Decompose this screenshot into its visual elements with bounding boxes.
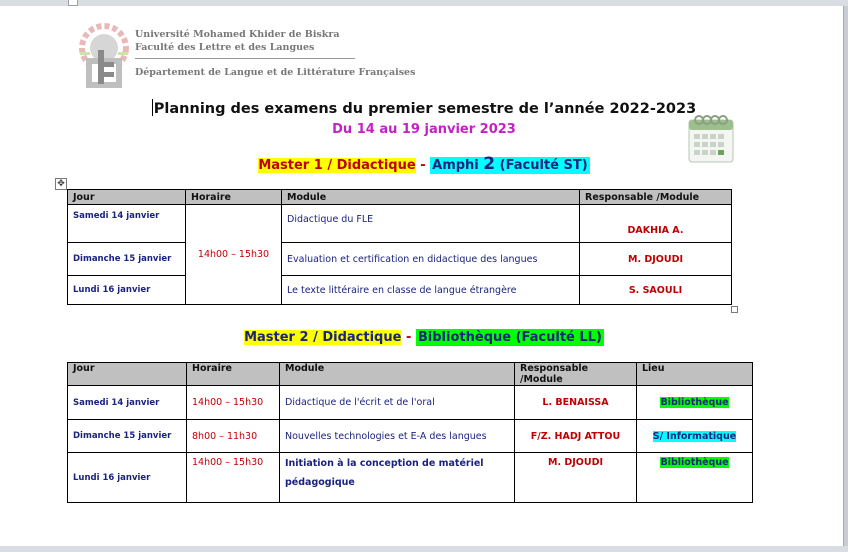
col-header-jour: Jour bbox=[68, 363, 187, 386]
col-header-responsable: Responsable /Module bbox=[580, 190, 732, 205]
table-row bbox=[68, 205, 732, 243]
col-header-horaire: Horaire bbox=[186, 190, 282, 205]
master1-table bbox=[67, 189, 732, 305]
university-logo bbox=[78, 22, 130, 92]
title-text: Planning des examens du premier semestre de l’année 2022-2023 bbox=[153, 101, 697, 117]
responsable-cell: DAKHIA A. bbox=[580, 205, 732, 243]
section1-room-number: 2 bbox=[483, 154, 496, 174]
module-cell: Didactique de l'écrit et de l'oral bbox=[280, 386, 515, 420]
col-header-jour: Jour bbox=[68, 190, 186, 205]
col-header-responsable: Responsable /Module bbox=[515, 363, 637, 386]
status-strip bbox=[0, 546, 848, 552]
col-header-module: Module bbox=[282, 190, 580, 205]
day-cell: Samedi 14 janvier bbox=[68, 386, 187, 420]
table-row bbox=[68, 420, 753, 453]
lieu-badge: Bibliothèque bbox=[660, 457, 729, 468]
text-cursor bbox=[152, 99, 153, 116]
header-divider bbox=[135, 58, 355, 59]
master2-table bbox=[67, 362, 753, 503]
table-row bbox=[68, 386, 753, 420]
section1-room-prefix: Amphi bbox=[432, 158, 484, 173]
time-cell: 8h00 – 11h30 bbox=[187, 420, 280, 453]
section2-separator: - bbox=[405, 330, 412, 345]
day-cell: Lundi 16 janvier bbox=[68, 276, 186, 305]
department-name: Département de Langue et de Littérature Françaises bbox=[135, 67, 416, 78]
table-row bbox=[68, 276, 732, 305]
col-header-lieu: Lieu bbox=[637, 363, 753, 386]
time-cell: 14h00 – 15h30 bbox=[187, 453, 280, 503]
lieu-badge: Bibliothèque bbox=[660, 397, 729, 408]
university-name: Université Mohamed Khider de Biskra bbox=[135, 29, 340, 40]
section1-separator: - bbox=[420, 158, 426, 173]
time-cell: 14h00 – 15h30 bbox=[186, 205, 282, 305]
responsable-cell: M. DJOUDI bbox=[580, 243, 732, 276]
faculty-name: Faculté des Lettre et des Langues bbox=[135, 42, 315, 53]
table-move-handle[interactable]: ✥ bbox=[55, 178, 67, 190]
lieu-cell bbox=[637, 386, 753, 420]
lieu-cell bbox=[637, 453, 753, 503]
time-cell: 14h00 – 15h30 bbox=[187, 386, 280, 420]
section1-heading bbox=[0, 154, 848, 174]
section2-room: Bibliothèque (Faculté LL) bbox=[417, 330, 602, 345]
university-header bbox=[135, 28, 340, 54]
section2-level: Master 2 / Didactique bbox=[244, 330, 402, 345]
module-cell: Evaluation et certification en didactique des langues bbox=[282, 243, 580, 276]
date-range: Du 14 au 19 janvier 2023 bbox=[332, 122, 516, 137]
lieu-badge: S/ Informatique bbox=[652, 430, 737, 442]
responsable-cell: L. BENAISSA bbox=[515, 386, 637, 420]
col-header-module: Module bbox=[280, 363, 515, 386]
module-cell: Initiation à la conception de matériel pédagogique bbox=[280, 453, 515, 503]
table-resize-handle[interactable] bbox=[731, 306, 738, 313]
day-cell: Dimanche 15 janvier bbox=[68, 243, 186, 276]
section1-room-suffix: (Faculté ST) bbox=[495, 158, 588, 173]
lieu-cell bbox=[637, 420, 753, 453]
responsable-cell: F/Z. HADJ ATTOU bbox=[515, 420, 637, 453]
section2-heading bbox=[0, 330, 848, 345]
table-row bbox=[68, 453, 753, 503]
responsable-cell: M. DJOUDI bbox=[515, 453, 637, 503]
module-cell: Didactique du FLE bbox=[282, 205, 580, 243]
day-cell: Samedi 14 janvier bbox=[68, 205, 186, 243]
module-cell: Nouvelles technologies et E-A des langues bbox=[280, 420, 515, 453]
responsable-cell: S. SAOULI bbox=[580, 276, 732, 305]
col-header-horaire: Horaire bbox=[187, 363, 280, 386]
module-cell: Le texte littéraire en classe de langue étrangère bbox=[282, 276, 580, 305]
section1-level: Master 1 / Didactique bbox=[258, 158, 416, 173]
section1-room bbox=[430, 154, 590, 174]
day-cell: Lundi 16 janvier bbox=[68, 453, 187, 503]
day-cell: Dimanche 15 janvier bbox=[68, 420, 187, 453]
table-row bbox=[68, 243, 732, 276]
